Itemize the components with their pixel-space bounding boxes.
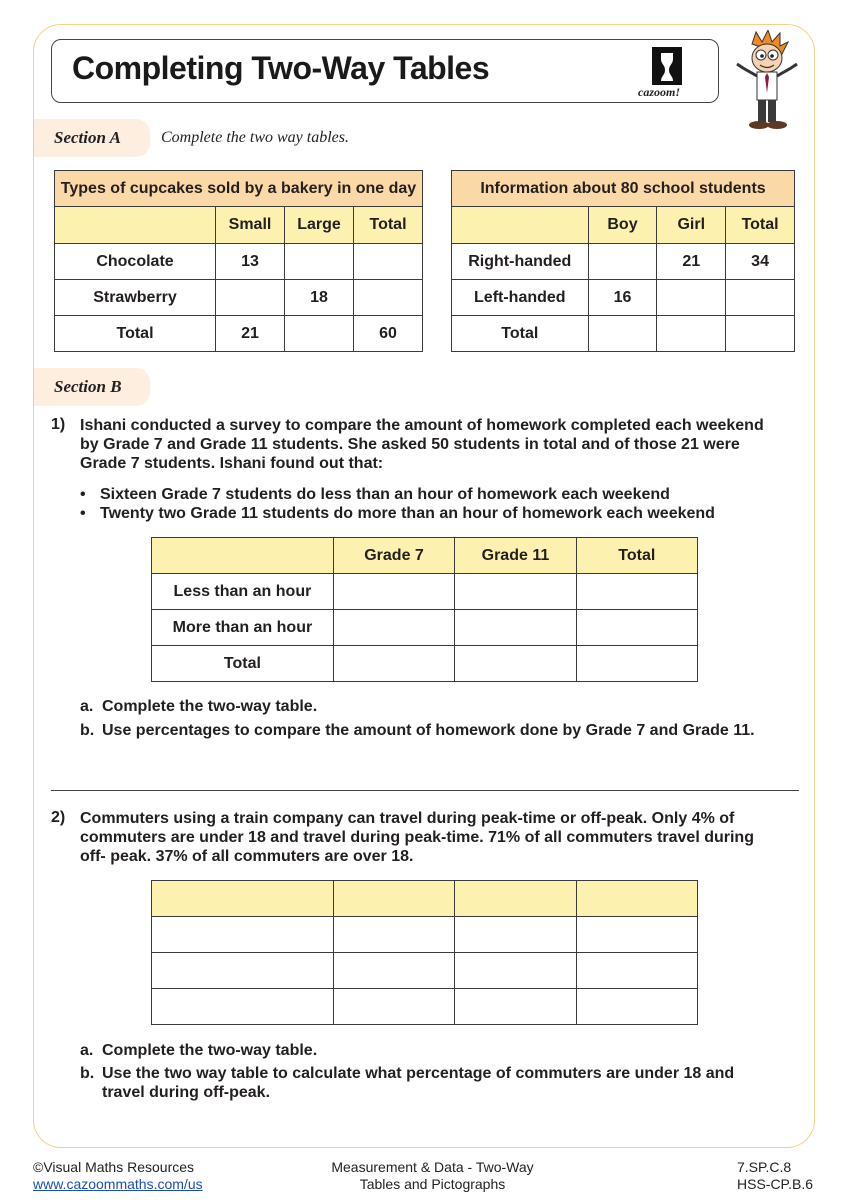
- row-label: Strawberry: [55, 280, 216, 316]
- table-row: [55, 316, 423, 352]
- table-header-cell[interactable]: [152, 881, 334, 917]
- question-1-parts: [80, 696, 755, 742]
- commuters-table: [151, 880, 698, 1025]
- table-cell[interactable]: [333, 917, 454, 953]
- table-cell[interactable]: [588, 316, 657, 352]
- bullet-item: • Twenty two Grade 11 students do more than an hour of homework each weekend: [80, 505, 715, 522]
- table-cell[interactable]: [657, 280, 726, 316]
- section-b-label: Section B: [34, 368, 150, 406]
- table-cell[interactable]: [152, 917, 334, 953]
- row-label: Chocolate: [55, 244, 216, 280]
- table-row: [452, 244, 795, 280]
- table-cell[interactable]: [354, 244, 423, 280]
- table-cell[interactable]: 34: [726, 244, 795, 280]
- table-cell[interactable]: [455, 646, 576, 682]
- table-cell[interactable]: [657, 316, 726, 352]
- table-cell[interactable]: [576, 953, 697, 989]
- table-cell[interactable]: [576, 574, 697, 610]
- topic-line-1: Measurement & Data - Two-Way: [331, 1159, 534, 1175]
- table-cell[interactable]: [455, 989, 576, 1025]
- table-cell[interactable]: [285, 244, 354, 280]
- table-header-cell: Small: [216, 207, 285, 244]
- table-cell[interactable]: [333, 610, 454, 646]
- table-row: [152, 574, 698, 610]
- table-header-cell: Total: [354, 207, 423, 244]
- standard-code-1: 7.SP.C.8: [737, 1159, 792, 1175]
- website-link[interactable]: www.cazoommaths.com/us: [33, 1176, 203, 1192]
- question-line: by Grade 7 and Grade 11 students. She asked 50 students in total and of those 21 were: [80, 436, 740, 453]
- table-header-cell[interactable]: [455, 881, 576, 917]
- students-table: [451, 170, 795, 352]
- table-cell[interactable]: [455, 610, 576, 646]
- row-label: Less than an hour: [152, 574, 334, 610]
- table-cell[interactable]: [726, 316, 795, 352]
- table-row: [452, 316, 795, 352]
- table-cell[interactable]: [576, 646, 697, 682]
- mascot-character-icon: [732, 30, 802, 132]
- table-cell[interactable]: [576, 989, 697, 1025]
- page-title: Completing Two-Way Tables: [72, 50, 490, 86]
- table-header-cell: [55, 207, 216, 244]
- table-row: [152, 989, 698, 1025]
- table-cell[interactable]: [216, 280, 285, 316]
- table-row: [152, 610, 698, 646]
- table-header-cell: [152, 538, 334, 574]
- question-line: Commuters using a train company can travel during peak-time or off-peak. Only 4% of: [80, 810, 735, 827]
- table-header-cell: Grade 11: [455, 538, 576, 574]
- table-cell[interactable]: [455, 917, 576, 953]
- table-header-cell: Large: [285, 207, 354, 244]
- table-cell[interactable]: 21: [216, 316, 285, 352]
- table-cell[interactable]: [152, 989, 334, 1025]
- row-label: Left-handed: [452, 280, 589, 316]
- copyright: ©Visual Maths Resources: [33, 1159, 195, 1175]
- question-part-continuation: travel during off-peak.: [102, 1084, 271, 1101]
- table-cell[interactable]: [576, 917, 697, 953]
- table-header-cell: [452, 207, 589, 244]
- table-header-cell: Boy: [588, 207, 657, 244]
- table-cell[interactable]: [576, 610, 697, 646]
- table-cell[interactable]: [333, 953, 454, 989]
- table-row: [152, 917, 698, 953]
- table-header-cell: Total: [726, 207, 795, 244]
- topic-line-2: Tables and Pictographs: [359, 1176, 506, 1192]
- table-cell[interactable]: [333, 646, 454, 682]
- cupcakes-table-caption: Types of cupcakes sold by a bakery in one day: [55, 171, 423, 207]
- table-cell[interactable]: 16: [588, 280, 657, 316]
- section-a-label: Section A: [34, 119, 150, 157]
- table-header-cell: Girl: [657, 207, 726, 244]
- bullet-item: • Sixteen Grade 7 students do less than an hour of homework each weekend: [80, 486, 670, 503]
- question-line: Grade 7 students. Ishani found out that:: [80, 455, 384, 472]
- row-label: More than an hour: [152, 610, 334, 646]
- table-cell[interactable]: [285, 316, 354, 352]
- table-row: [152, 646, 698, 682]
- question-line: Ishani conducted a survey to compare the amount of homework completed each weekend: [80, 417, 764, 434]
- divider: [51, 790, 799, 791]
- question-2-text: [80, 809, 800, 866]
- table-cell[interactable]: [726, 280, 795, 316]
- table-header-cell[interactable]: [333, 881, 454, 917]
- cupcakes-table: [54, 170, 423, 352]
- students-table-caption: Information about 80 school students: [452, 171, 795, 207]
- table-header-cell: Grade 7: [333, 538, 454, 574]
- question-1-number: 1): [51, 416, 66, 433]
- table-cell[interactable]: [588, 244, 657, 280]
- table-header-cell[interactable]: [576, 881, 697, 917]
- standard-code-2: HSS-CP.B.6: [737, 1176, 813, 1192]
- table-cell[interactable]: [333, 989, 454, 1025]
- table-cell[interactable]: 13: [216, 244, 285, 280]
- table-cell[interactable]: [354, 280, 423, 316]
- row-label: Total: [55, 316, 216, 352]
- question-1-bullets: [80, 485, 715, 523]
- table-row: [452, 280, 795, 316]
- question-2-number: 2): [51, 809, 66, 826]
- question-2-parts: [80, 1040, 734, 1104]
- table-cell[interactable]: 18: [285, 280, 354, 316]
- table-row: [55, 244, 423, 280]
- question-part: b. Use the two way table to calculate what percentage of commuters are under 18 and: [80, 1065, 735, 1082]
- table-header-cell: Total: [576, 538, 697, 574]
- question-line: commuters are under 18 and travel during peak-time. 71% of all commuters travel during: [80, 829, 754, 846]
- row-label: Total: [452, 316, 589, 352]
- table-row: [55, 280, 423, 316]
- question-line: off- peak. 37% of all commuters are over 18.: [80, 848, 414, 865]
- question-1-text: [80, 416, 800, 473]
- question-part: a. Complete the two-way table.: [80, 1042, 318, 1059]
- table-cell[interactable]: [333, 574, 454, 610]
- table-cell[interactable]: [455, 574, 576, 610]
- row-label: Total: [152, 646, 334, 682]
- table-cell[interactable]: 60: [354, 316, 423, 352]
- table-cell[interactable]: [455, 953, 576, 989]
- question-part: a. Complete the two-way table.: [80, 698, 318, 715]
- homework-table: [151, 537, 698, 682]
- logo-text: cazoom!: [638, 85, 680, 99]
- table-row: [152, 953, 698, 989]
- section-a-instruction: Complete the two way tables.: [161, 129, 349, 146]
- table-cell[interactable]: 21: [657, 244, 726, 280]
- table-cell[interactable]: [152, 953, 334, 989]
- question-part: b. Use percentages to compare the amount of homework done by Grade 7 and Grade 11.: [80, 722, 755, 739]
- row-label: Right-handed: [452, 244, 589, 280]
